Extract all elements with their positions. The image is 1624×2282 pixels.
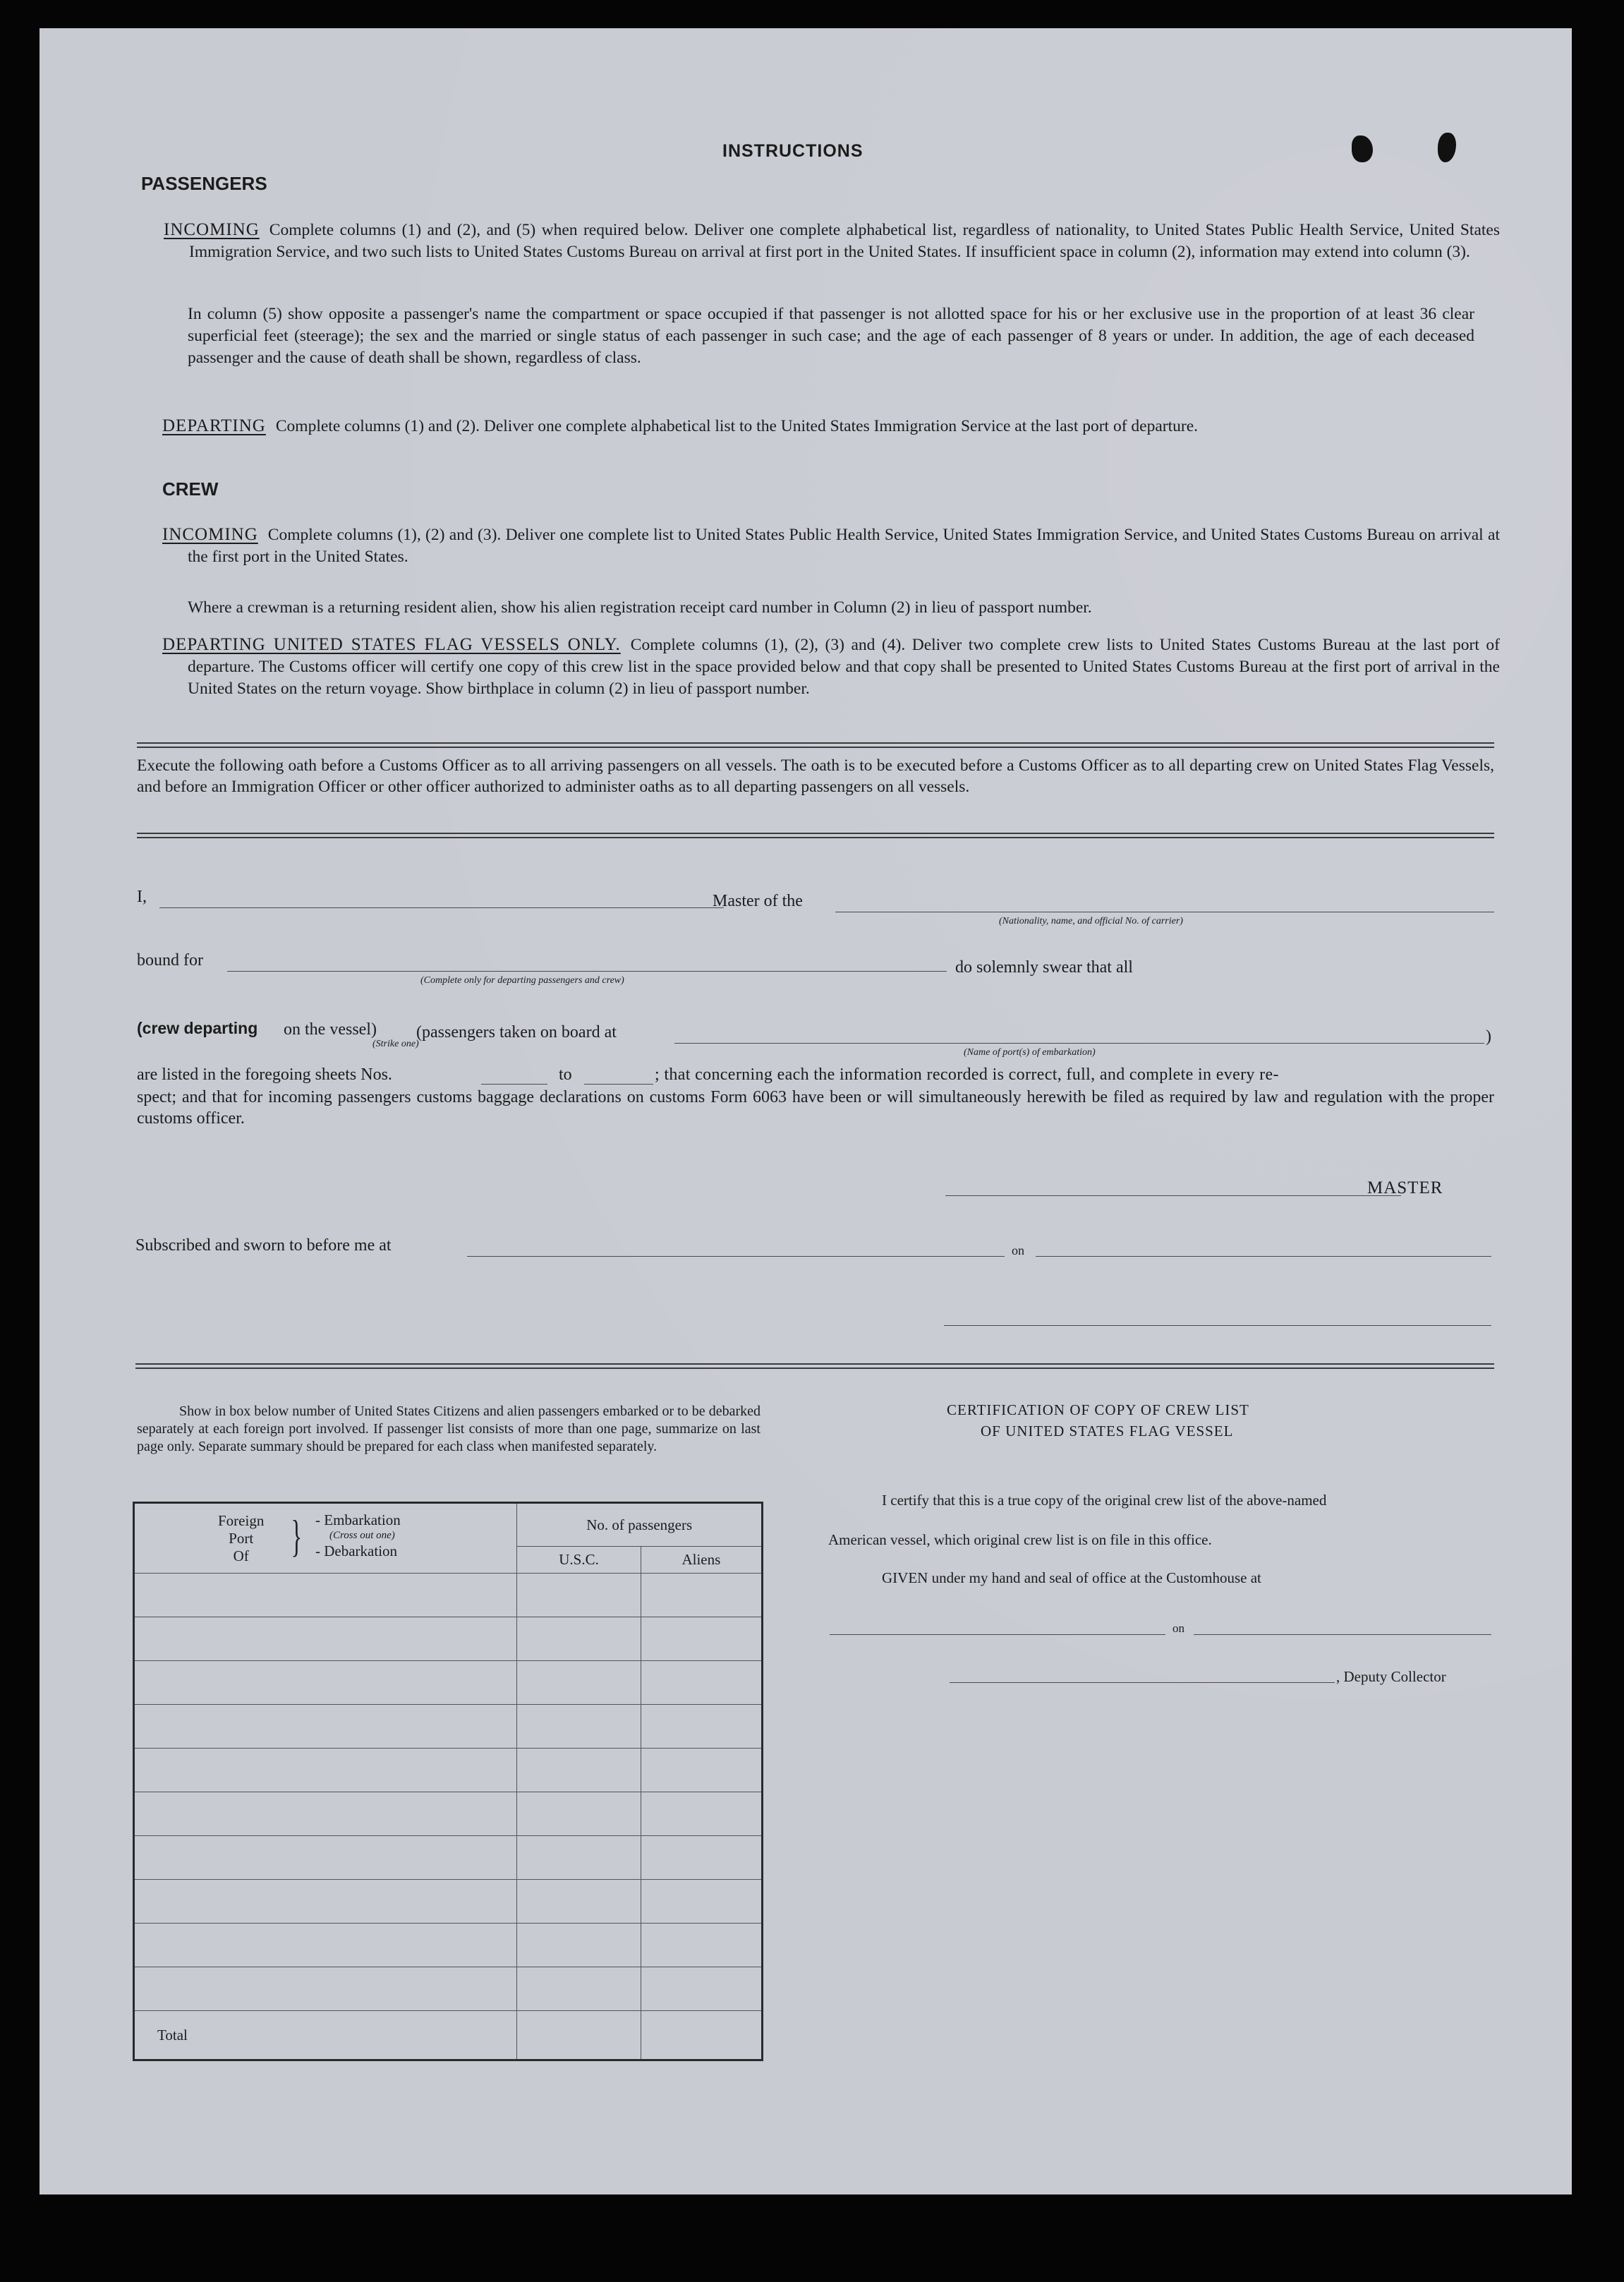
usc-cell[interactable] <box>517 1967 641 2011</box>
passengers-heading: PASSENGERS <box>141 173 267 194</box>
form-page <box>40 28 1572 2195</box>
given-line: GIVEN under my hand and seal of office at the Customhouse at <box>882 1569 1261 1586</box>
aliens-cell[interactable] <box>641 1574 762 1617</box>
usc-cell[interactable] <box>517 1574 641 1617</box>
listed-sheets-label: are listed in the foregoing sheets Nos. <box>137 1065 392 1084</box>
aliens-cell[interactable] <box>641 1836 762 1880</box>
crew-departing-text: Complete columns (1), (2), (3) and (4). Deliver two complete crew lists to United States Customs Bureau at the last port of departure. The Customs officer will certify one copy of this crew list in the space provided below and that copy shall be presented to United States Customs Bureau at the first port of arrival in the United States on the return voyage. Show birthplace in column (2) in lieu of passport number. <box>188 636 1500 698</box>
strike-one-caption: (Strike one) <box>372 1039 419 1049</box>
passengers-incoming-heading: INCOMING <box>164 220 260 239</box>
summary-rows <box>134 1574 763 2060</box>
table-row <box>134 1924 763 1967</box>
listed-continuation-text: spect; and that for incoming passengers customs baggage declarations on customs Form 6063 have been or will simultaneously herewith be filed as required by law and regulation with the proper customs officer. <box>137 1088 1494 1128</box>
port-cell[interactable] <box>134 1705 517 1749</box>
passengers-taken-option[interactable]: (passengers taken on board at <box>416 1023 617 1042</box>
port-cell[interactable] <box>134 1880 517 1924</box>
customhouse-place-field[interactable] <box>830 1634 1165 1635</box>
no-of-passengers-header: No. of passengers <box>517 1503 763 1547</box>
officer-signature-field[interactable] <box>944 1325 1491 1326</box>
passenger-summary-table <box>133 1502 763 2061</box>
master-signature-label: MASTER <box>1367 1178 1443 1197</box>
certify-line2: American vessel, which original crew list is on file in this office. <box>828 1531 1212 1548</box>
master-of-the-label: Master of the <box>713 892 803 910</box>
aliens-cell[interactable] <box>641 1749 762 1792</box>
debarkation-option[interactable]: - Debarkation <box>315 1543 398 1559</box>
port-cell[interactable] <box>134 1924 517 1967</box>
nationality-caption: (Nationality, name, and official No. of carrier) <box>999 916 1183 926</box>
table-row <box>134 1967 763 2011</box>
certification-title-line2: OF UNITED STATES FLAG VESSEL <box>981 1423 1234 1439</box>
aliens-cell[interactable] <box>641 1792 762 1836</box>
table-row <box>134 1792 763 1836</box>
usc-cell[interactable] <box>517 1749 641 1792</box>
to-label: to <box>559 1065 572 1084</box>
table-row <box>134 1705 763 1749</box>
usc-cell[interactable] <box>517 1705 641 1749</box>
oath-instruction-paragraph: Execute the following oath before a Customs Officer as to all arriving passengers on all vessels. The oath is to be executed before a Customs Officer as to all departing crew on United States Flag Vessels, and before an Immigration Officer or other officer authorized to administer oaths as to all departing passengers on all vessels. <box>137 756 1494 796</box>
total-row <box>134 2011 763 2060</box>
total-usc-cell[interactable] <box>517 2011 641 2060</box>
bound-for-caption: (Complete only for departing passengers and crew) <box>420 975 624 986</box>
passengers-incoming-text: Complete columns (1) and (2), and (5) when required below. Deliver one complete alphabetical list, regardless of nationality, to United States Public Health Service, United States Immigration Service, and two such lists to United States Customs Bureau on arrival at first port in the United States. If insufficient space in column (2), information may extend into column (3). <box>189 221 1500 261</box>
brace-symbol: } <box>291 1511 303 1561</box>
usc-cell[interactable] <box>517 1661 641 1705</box>
instructions-title: INSTRUCTIONS <box>722 141 863 161</box>
given-on-label: on <box>1172 1622 1184 1635</box>
usc-header: U.S.C. <box>517 1547 641 1574</box>
embarkation-port-field[interactable] <box>674 1043 1484 1044</box>
foreign-port-header <box>134 1503 517 1574</box>
port-cell[interactable] <box>134 1749 517 1792</box>
table-row <box>134 1617 763 1661</box>
port-label: Port <box>229 1530 254 1547</box>
ink-blot-mark <box>1352 135 1373 162</box>
swear-text: do solemnly swear that all <box>955 958 1133 977</box>
table-row <box>134 1836 763 1880</box>
usc-cell[interactable] <box>517 1617 641 1661</box>
crew-departing-paragraph <box>162 634 1500 700</box>
aliens-cell[interactable] <box>641 1705 762 1749</box>
total-label: Total <box>134 2011 517 2060</box>
passengers-column5-paragraph: In column (5) show opposite a passenger's name the compartment or space occupied if that passenger is not allotted space for his or her exclusive use in the proportion of at least 36 clear superficial feet (steerage); the sex and the married or single status of each passenger in such case; and the age of each passenger of 8 years or under. In addition, the age of each deceased passenger and the cause of death shall be shown, regardless of class. <box>188 305 1474 367</box>
crew-departing-option[interactable]: (crew departing <box>137 1019 258 1037</box>
bound-for-label: bound for <box>137 951 203 970</box>
master-name-field[interactable] <box>159 907 724 908</box>
port-cell[interactable] <box>134 1967 517 2011</box>
port-cell[interactable] <box>134 1617 517 1661</box>
of-label: Of <box>233 1547 249 1564</box>
aliens-cell[interactable] <box>641 1661 762 1705</box>
passengers-departing-heading: DEPARTING <box>162 416 266 435</box>
usc-cell[interactable] <box>517 1924 641 1967</box>
sheet-to-field[interactable] <box>584 1084 653 1085</box>
deputy-signature-field[interactable] <box>950 1682 1335 1683</box>
passengers-incoming-paragraph <box>164 219 1500 263</box>
section-divider <box>137 833 1494 838</box>
given-date-field[interactable] <box>1194 1634 1491 1635</box>
passengers-departing-text: Complete columns (1) and (2). Deliver one complete alphabetical list to the United States Immigration Service at the last port of departure. <box>275 417 1198 435</box>
aliens-cell[interactable] <box>641 1880 762 1924</box>
master-signature-field[interactable] <box>945 1195 1401 1196</box>
sheet-from-field[interactable] <box>481 1084 547 1085</box>
aliens-cell[interactable] <box>641 1617 762 1661</box>
port-cell[interactable] <box>134 1836 517 1880</box>
usc-cell[interactable] <box>517 1792 641 1836</box>
table-row <box>134 1574 763 1617</box>
embarkation-caption: (Name of port(s) of embarkation) <box>964 1047 1096 1058</box>
crew-departing-heading: DEPARTING UNITED STATES FLAG VESSELS ONLY. <box>162 635 621 654</box>
table-row <box>134 1749 763 1792</box>
usc-cell[interactable] <box>517 1880 641 1924</box>
table-row <box>134 1661 763 1705</box>
summary-instruction: Show in box below number of United States Citizens and alien passengers embarked or to be debarked separately at each foreign port involved. If passenger list consists of more than one page, summarize on last page only. Separate summary should be prepared for each class when manifested separately. <box>137 1403 761 1454</box>
usc-cell[interactable] <box>517 1836 641 1880</box>
certify-line1: I certify that this is a true copy of the original crew list of the above-named <box>882 1492 1327 1509</box>
subscribed-on-label: on <box>1012 1243 1024 1257</box>
embarkation-option[interactable]: - Embarkation <box>315 1511 401 1528</box>
passengers-departing-paragraph <box>162 415 1500 437</box>
port-cell[interactable] <box>134 1661 517 1705</box>
crew-incoming-heading: INCOMING <box>162 525 258 544</box>
deputy-collector-label: , Deputy Collector <box>1336 1668 1446 1685</box>
table-row <box>134 1880 763 1924</box>
crew-resident-paragraph: Where a crewman is a returning resident alien, show his alien registration receipt card number in Column (2) in lieu of passport number. <box>188 598 1092 617</box>
subscribed-date-field[interactable] <box>1036 1256 1491 1257</box>
port-cell[interactable] <box>134 1792 517 1836</box>
ink-blot-mark <box>1438 133 1456 162</box>
listed-rest-text: ; that concerning each the information recorded is correct, full, and complete in every re- <box>655 1065 1279 1084</box>
foreign-label: Foreign <box>218 1512 265 1529</box>
total-aliens-cell[interactable] <box>641 2011 762 2060</box>
bound-for-field[interactable] <box>227 971 947 972</box>
aliens-header: Aliens <box>641 1547 762 1574</box>
subscribed-place-field[interactable] <box>467 1256 1005 1257</box>
section-divider <box>137 742 1494 748</box>
subscribed-label: Subscribed and sworn to before me at <box>135 1236 392 1255</box>
aliens-cell[interactable] <box>641 1924 762 1967</box>
cross-out-caption: (Cross out one) <box>329 1530 395 1541</box>
aliens-cell[interactable] <box>641 1967 762 2011</box>
crew-incoming-paragraph <box>162 524 1500 568</box>
certification-title-line1: CERTIFICATION OF COPY OF CREW LIST <box>947 1401 1249 1418</box>
oath-i-label: I, <box>137 888 147 906</box>
section-divider <box>135 1363 1494 1369</box>
crew-heading: CREW <box>162 478 219 500</box>
crew-incoming-text: Complete columns (1), (2) and (3). Deliver one complete list to United States Public Health Service, United States Immigration Service, and United States Customs Bureau on arrival at the first port in the United States. <box>188 526 1500 566</box>
port-cell[interactable] <box>134 1574 517 1617</box>
on-vessel-text: on the vessel) <box>284 1020 377 1039</box>
close-paren: ) <box>1486 1027 1491 1046</box>
